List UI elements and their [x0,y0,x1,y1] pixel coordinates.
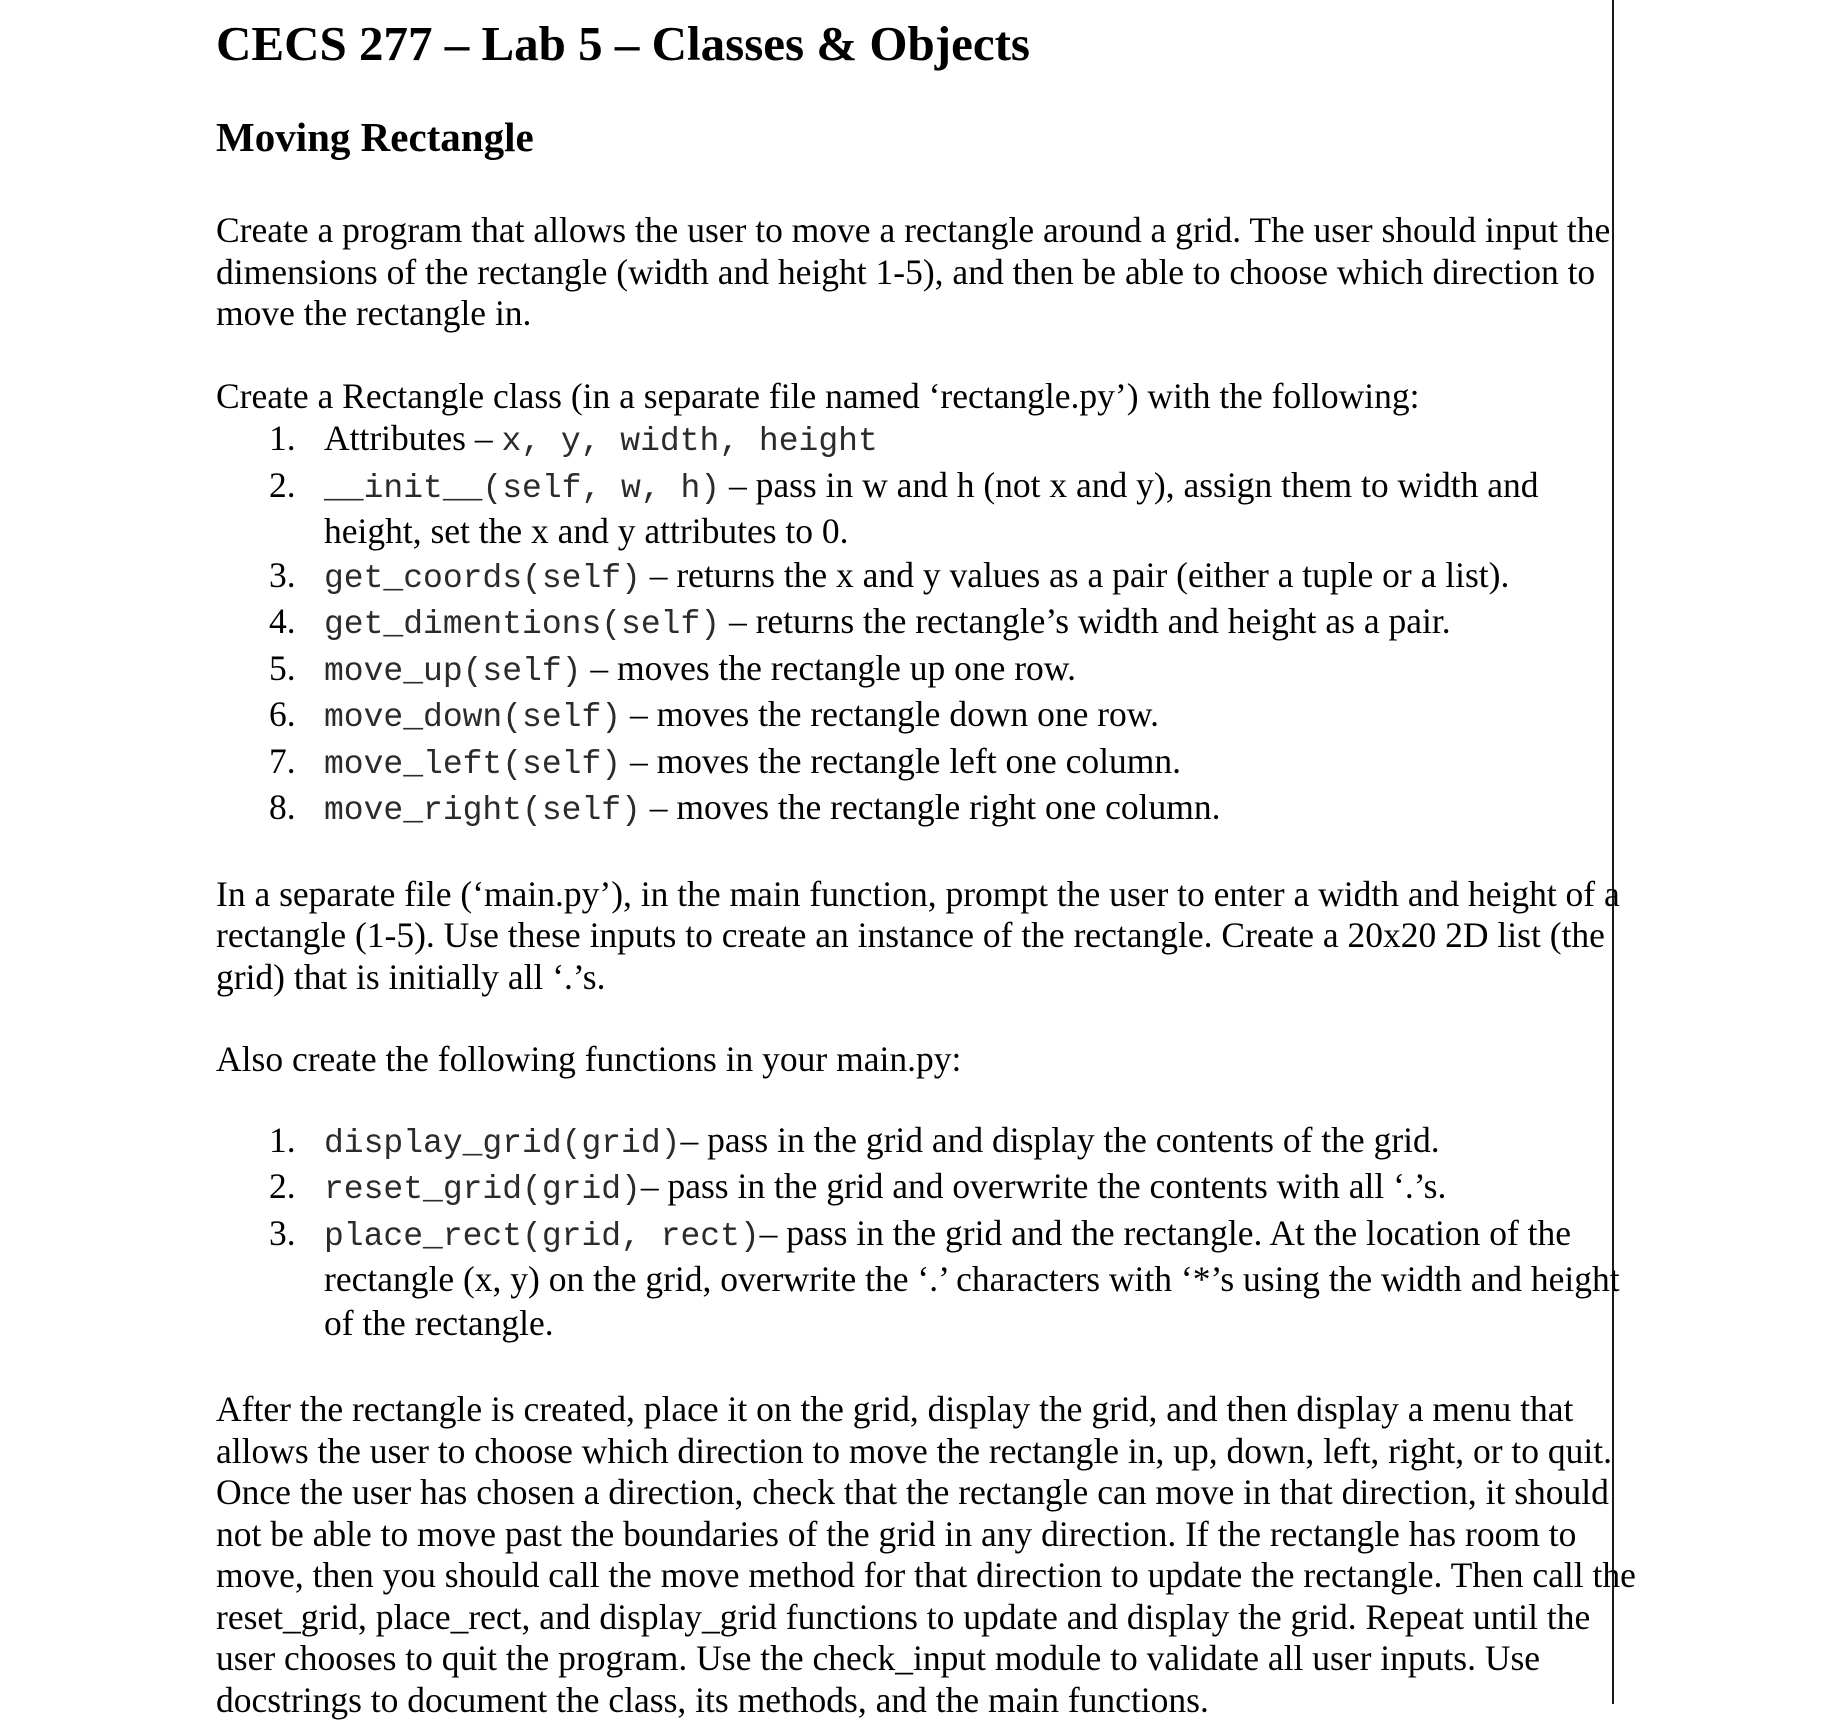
list-text: – returns the rectangle’s width and height as a pair. [720,601,1451,641]
code-snippet: __init__(self, w, h) [324,469,721,507]
document-subtitle: Moving Rectangle [216,114,534,160]
list-item [216,417,1636,464]
list-item [216,1212,1636,1346]
list-text: – returns the x and y values as a pair (either a tuple or a list). [640,554,1510,595]
list-item [216,464,1636,554]
code-snippet: display_grid(grid) [324,1124,681,1162]
list-item [216,600,1636,647]
class-intro-paragraph: Create a Rectangle class (in a separate file named ‘rectangle.py’) with the following: [216,375,1420,416]
list-text: – pass in the grid and display the contents of the grid. [680,1119,1440,1160]
code-snippet: x, y, width, height [501,423,878,460]
list-item [216,554,1636,601]
list-number: 6. [269,694,296,734]
list-number: 3. [269,554,296,595]
function-requirements-list [216,1119,1636,1346]
list-item [216,693,1636,740]
code-snippet: get_dimentions(self) [324,606,721,643]
list-number: 7. [269,740,296,781]
code-snippet: get_coords(self) [324,559,641,597]
list-number: 8. [269,787,296,827]
list-text: – pass in the grid and the rectangle. At the location of the rectangle (x, y) on the grid, overwrite the ‘.’ characters with ‘*’s using the width and height of the rectangle. [324,1212,1620,1343]
list-item [216,647,1636,694]
code-snippet: place_rect(grid, rect) [324,1217,760,1255]
list-number: 2. [269,464,296,505]
list-text: – moves the rectangle up one row. [581,647,1076,688]
intro-paragraph: Create a program that allows the user to move a rectangle around a grid. The user should input the dimensions of the rectangle (width and height 1-5), and then be able to choose which direction to move the rectangle in. [216,210,1611,333]
class-requirements-list [216,417,1636,833]
code-snippet: move_left(self) [324,745,622,783]
after-paragraph: After the rectangle is created, place it on the grid, display the grid, and then display a menu that allows the user to choose which direction to move the rectangle in, up, down, left, right, or to quit. Once the user has chosen a direction, check that the rectangle can move in that direction, it should not be able to move past the boundaries of the grid in any direction. If the rectangle has room to move, then you should call the move method for that direction to update the rectangle. Then call the reset_grid, place_rect, and display_grid functions to update and display the grid. Repeat until the user chooses to quit the program. Use the check_input module to validate all user inputs. Use docstrings to document the class, its methods, and the main functions. [216,1389,1636,1720]
main-file-paragraph: In a separate file (‘main.py’), in the main function, prompt the user to enter a width and height of a rectangle (1-5). Use these inputs to create an instance of the rectangle. Create a 20x20 2D list (the grid) that is initially all ‘.’s. [216,873,1620,997]
list-text: – moves the rectangle right one column. [640,787,1221,827]
list-text: – pass in w and h (not x and y), assign them to width and height, set the x and y attributes to 0. [324,464,1539,551]
list-item [216,1119,1636,1166]
list-item [216,786,1636,833]
list-text: – moves the rectangle down one row. [621,694,1159,734]
list-number: 5. [269,647,296,688]
functions-intro-paragraph: Also create the following functions in your main.py: [216,1039,962,1079]
list-text: – pass in the grid and overwrite the contents with all ‘.’s. [640,1166,1447,1206]
document-title: CECS 277 – Lab 5 – Classes & Objects [216,16,1030,71]
code-snippet: move_up(self) [324,652,582,690]
list-number: 3. [269,1212,296,1253]
list-text: – moves the rectangle left one column. [621,740,1181,781]
list-lead: Attributes – [324,418,502,458]
code-snippet: move_right(self) [324,792,641,829]
list-item [216,740,1636,787]
code-snippet: reset_grid(grid) [324,1171,641,1208]
list-number: 2. [269,1166,296,1206]
document-body [216,14,1636,1721]
list-number: 1. [269,1119,296,1160]
list-number: 4. [269,601,296,641]
code-snippet: move_down(self) [324,699,622,736]
list-number: 1. [269,418,296,458]
list-item [216,1165,1636,1212]
